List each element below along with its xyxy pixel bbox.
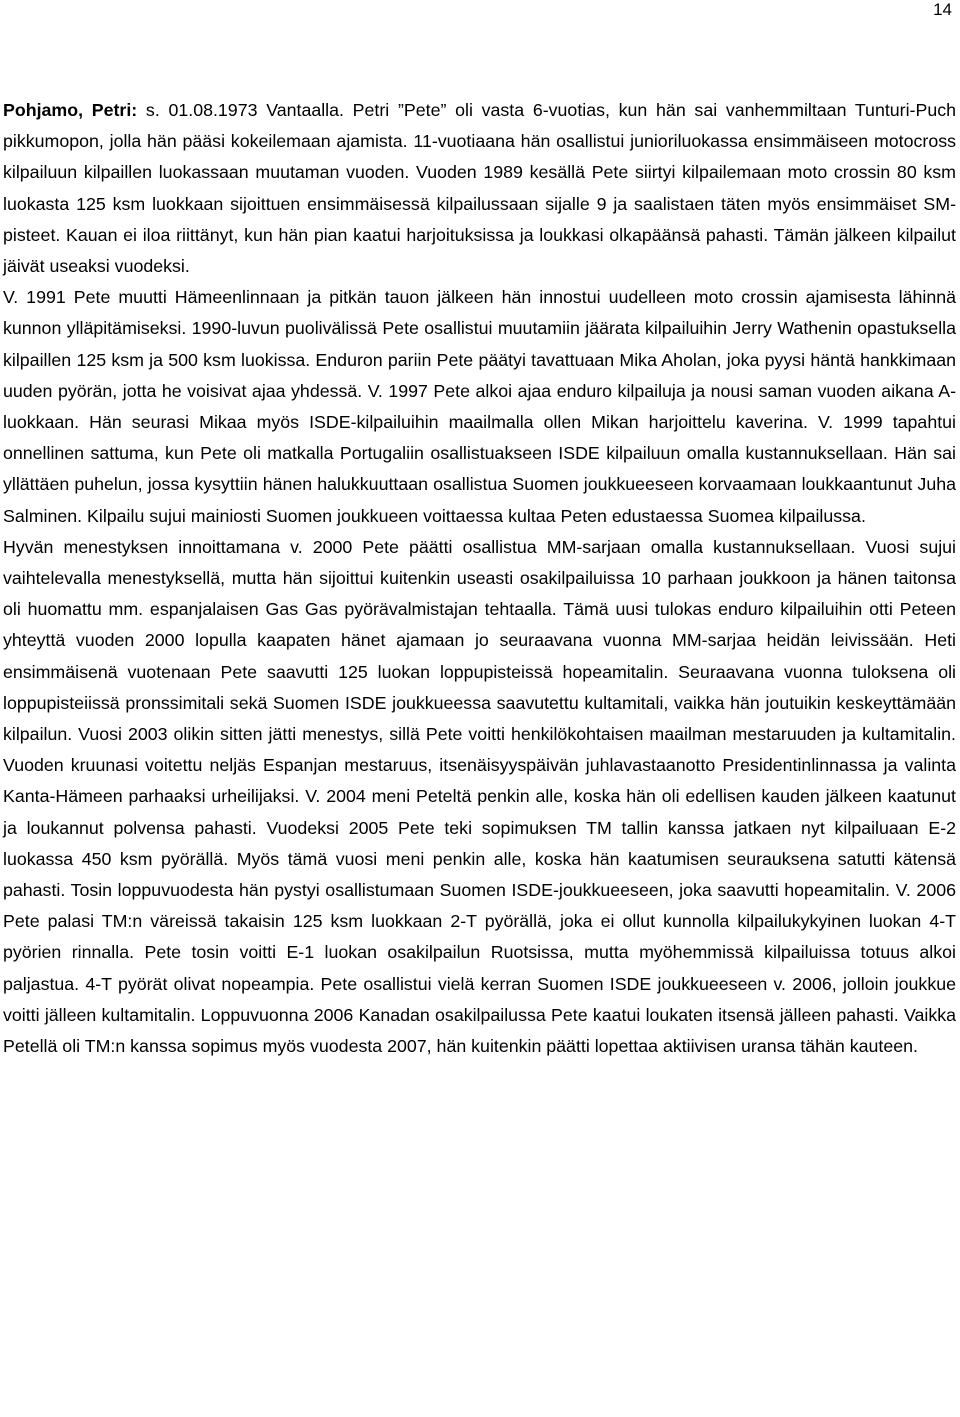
- paragraph-intro: [3, 95, 956, 282]
- paragraph-text: s. 01.08.1973 Vantaalla. Petri ”Pete” oli vasta 6-vuotias, kun hän sai vanhemmiltaan Tunturi-Puch pikkumopon, jolla hän pääsi kokeilemaan ajamista. 11-vuotiaana hän osallistui junioriluokassa ensimmäiseen motocross kilpailuun kilpaillen luokassaan muutaman vuoden. Vuoden 1989 kesällä Pete siirtyi kilpailemaan moto crossin 80 ksm luokasta 125 ksm luokkaan sijoittuen ensimmäisessä kilpailussaan sijalle 9 ja saalistaen täten myös ensimmäiset SM-pisteet. Kauan ei iloa riittänyt, kun hän pian kaatui harjoituksissa ja loukkasi olkapäänsä pahasti. Tämän jälkeen kilpailut jäivät useaksi vuodeksi.: [3, 100, 956, 277]
- biography-entry: [3, 95, 956, 1062]
- paragraph-comeback: V. 1991 Pete muutti Hämeenlinnaan ja pitkän tauon jälkeen hän innostui uudelleen moto crossin ajamisesta lähinnä kunnon ylläpitämiseksi. 1990-luvun puolivälissä Pete osallistui muutamiin jäärata kilpailuihin Jerry Wathenin opastuksella kilpaillen 125 ksm ja 500 ksm luokissa. Enduron pariin Pete päätyi tavattuaan Mika Aholan, joka pyysi häntä hankkimaan uuden pyörän, jotta he voisivat ajaa yhdessä. V. 1997 Pete alkoi ajaa enduro kilpailuja ja nousi saman vuoden aikana A-luokkaan. Hän seurasi Mikaa myös ISDE-kilpailuihin maailmalla ollen Mikan harjoittelu kaverina. V. 1999 tapahtui onnellinen sattuma, kun Pete oli matkalla Portugaliin osallistuakseen ISDE kilpailuun omalla kustannuksellaan. Hän sai yllättäen puhelun, jossa kysyttiin hänen halukkuuttaan osallistua Suomen joukkueeseen korvaamaan loukkaantunut Juha Salminen. Kilpailu sujui mainiosti Suomen joukkueen voittaessa kultaa Peten edustaessa Suomea kilpailussa.: [3, 287, 956, 526]
- entry-name: Pohjamo, Petri:: [3, 100, 138, 120]
- paragraph-world-championship: Hyvän menestyksen innoittamana v. 2000 Pete päätti osallistua MM-sarjaan omalla kustannuksellaan. Vuosi sujui vaihtelevalla menestyksellä, mutta hän sijoittui kuitenkin useasti osakilpailuissa 10 parhaan joukkoon ja hänen taitonsa oli huomattu mm. espanjalaisen Gas Gas pyörävalmistajan tehtaalla. Tämä uusi tulokas enduro kilpailuihin otti Peteen yhteyttä vuoden 2000 lopulla kaapaten hänet ajamaan jo seuraavana vuonna MM-sarjaa heidän leivissään. Heti ensimmäisenä vuotenaan Pete saavutti 125 luokan loppupisteissä hopeamitalin. Seuraavana vuonna tuloksena oli loppupisteiissä pronssimitali sekä Suomen ISDE joukkueessa saavutettu kultamitali, vaikka hän joutuikin keskeyttämään kilpailun. Vuosi 2003 olikin sitten jätti menestys, sillä Pete voitti henkilökohtaisen maailman mestaruuden ja kultamitalin. Vuoden kruunasi voitettu neljäs Espanjan mestaruus, itsenäisyyspäivän juhlavastaanotto Presidentinlinnassa ja valinta Kanta-Hämeen parhaaksi urheilijaksi. V. 2004 meni Peteltä penkin alle, koska hän oli edellisen kauden jälkeen kaatunut ja loukannut polvensa pahasti. Vuodeksi 2005 Pete teki sopimuksen TM tallin kanssa jatkaen nyt kilpailuaan E-2 luokassa 450 ksm pyörällä. Myös tämä vuosi meni penkin alle, koska hän kaatumisen seurauksena satutti kätensä pahasti. Tosin loppuvuodesta hän pystyi osallistumaan Suomen ISDE-joukkueeseen, joka saavutti hopeamitalin. V. 2006 Pete palasi TM:n väreissä takaisin 125 ksm luokkaan 2-T pyörällä, joka ei ollut kunnolla kilpailukykyinen luokan 4-T pyörien rinnalla. Pete tosin voitti E-1 luokan osakilpailun Ruotsissa, mutta myöhemmissä kilpailuissa totuus alkoi paljastua. 4-T pyörät olivat nopeampia. Pete osallistui vielä kerran Suomen ISDE joukkueeseen v. 2006, jolloin joukkue voitti jälleen kultamitalin. Loppuvuonna 2006 Kanadan osakilpailussa Pete kaatui loukaten itsensä jälleen pahasti. Vaikka Petellä oli TM:n kanssa sopimus myös vuodesta 2007, hän kuitenkin päätti lopettaa aktiivisen uransa tähän kauteen.: [3, 536, 956, 1057]
- page-number: 14: [933, 0, 952, 19]
